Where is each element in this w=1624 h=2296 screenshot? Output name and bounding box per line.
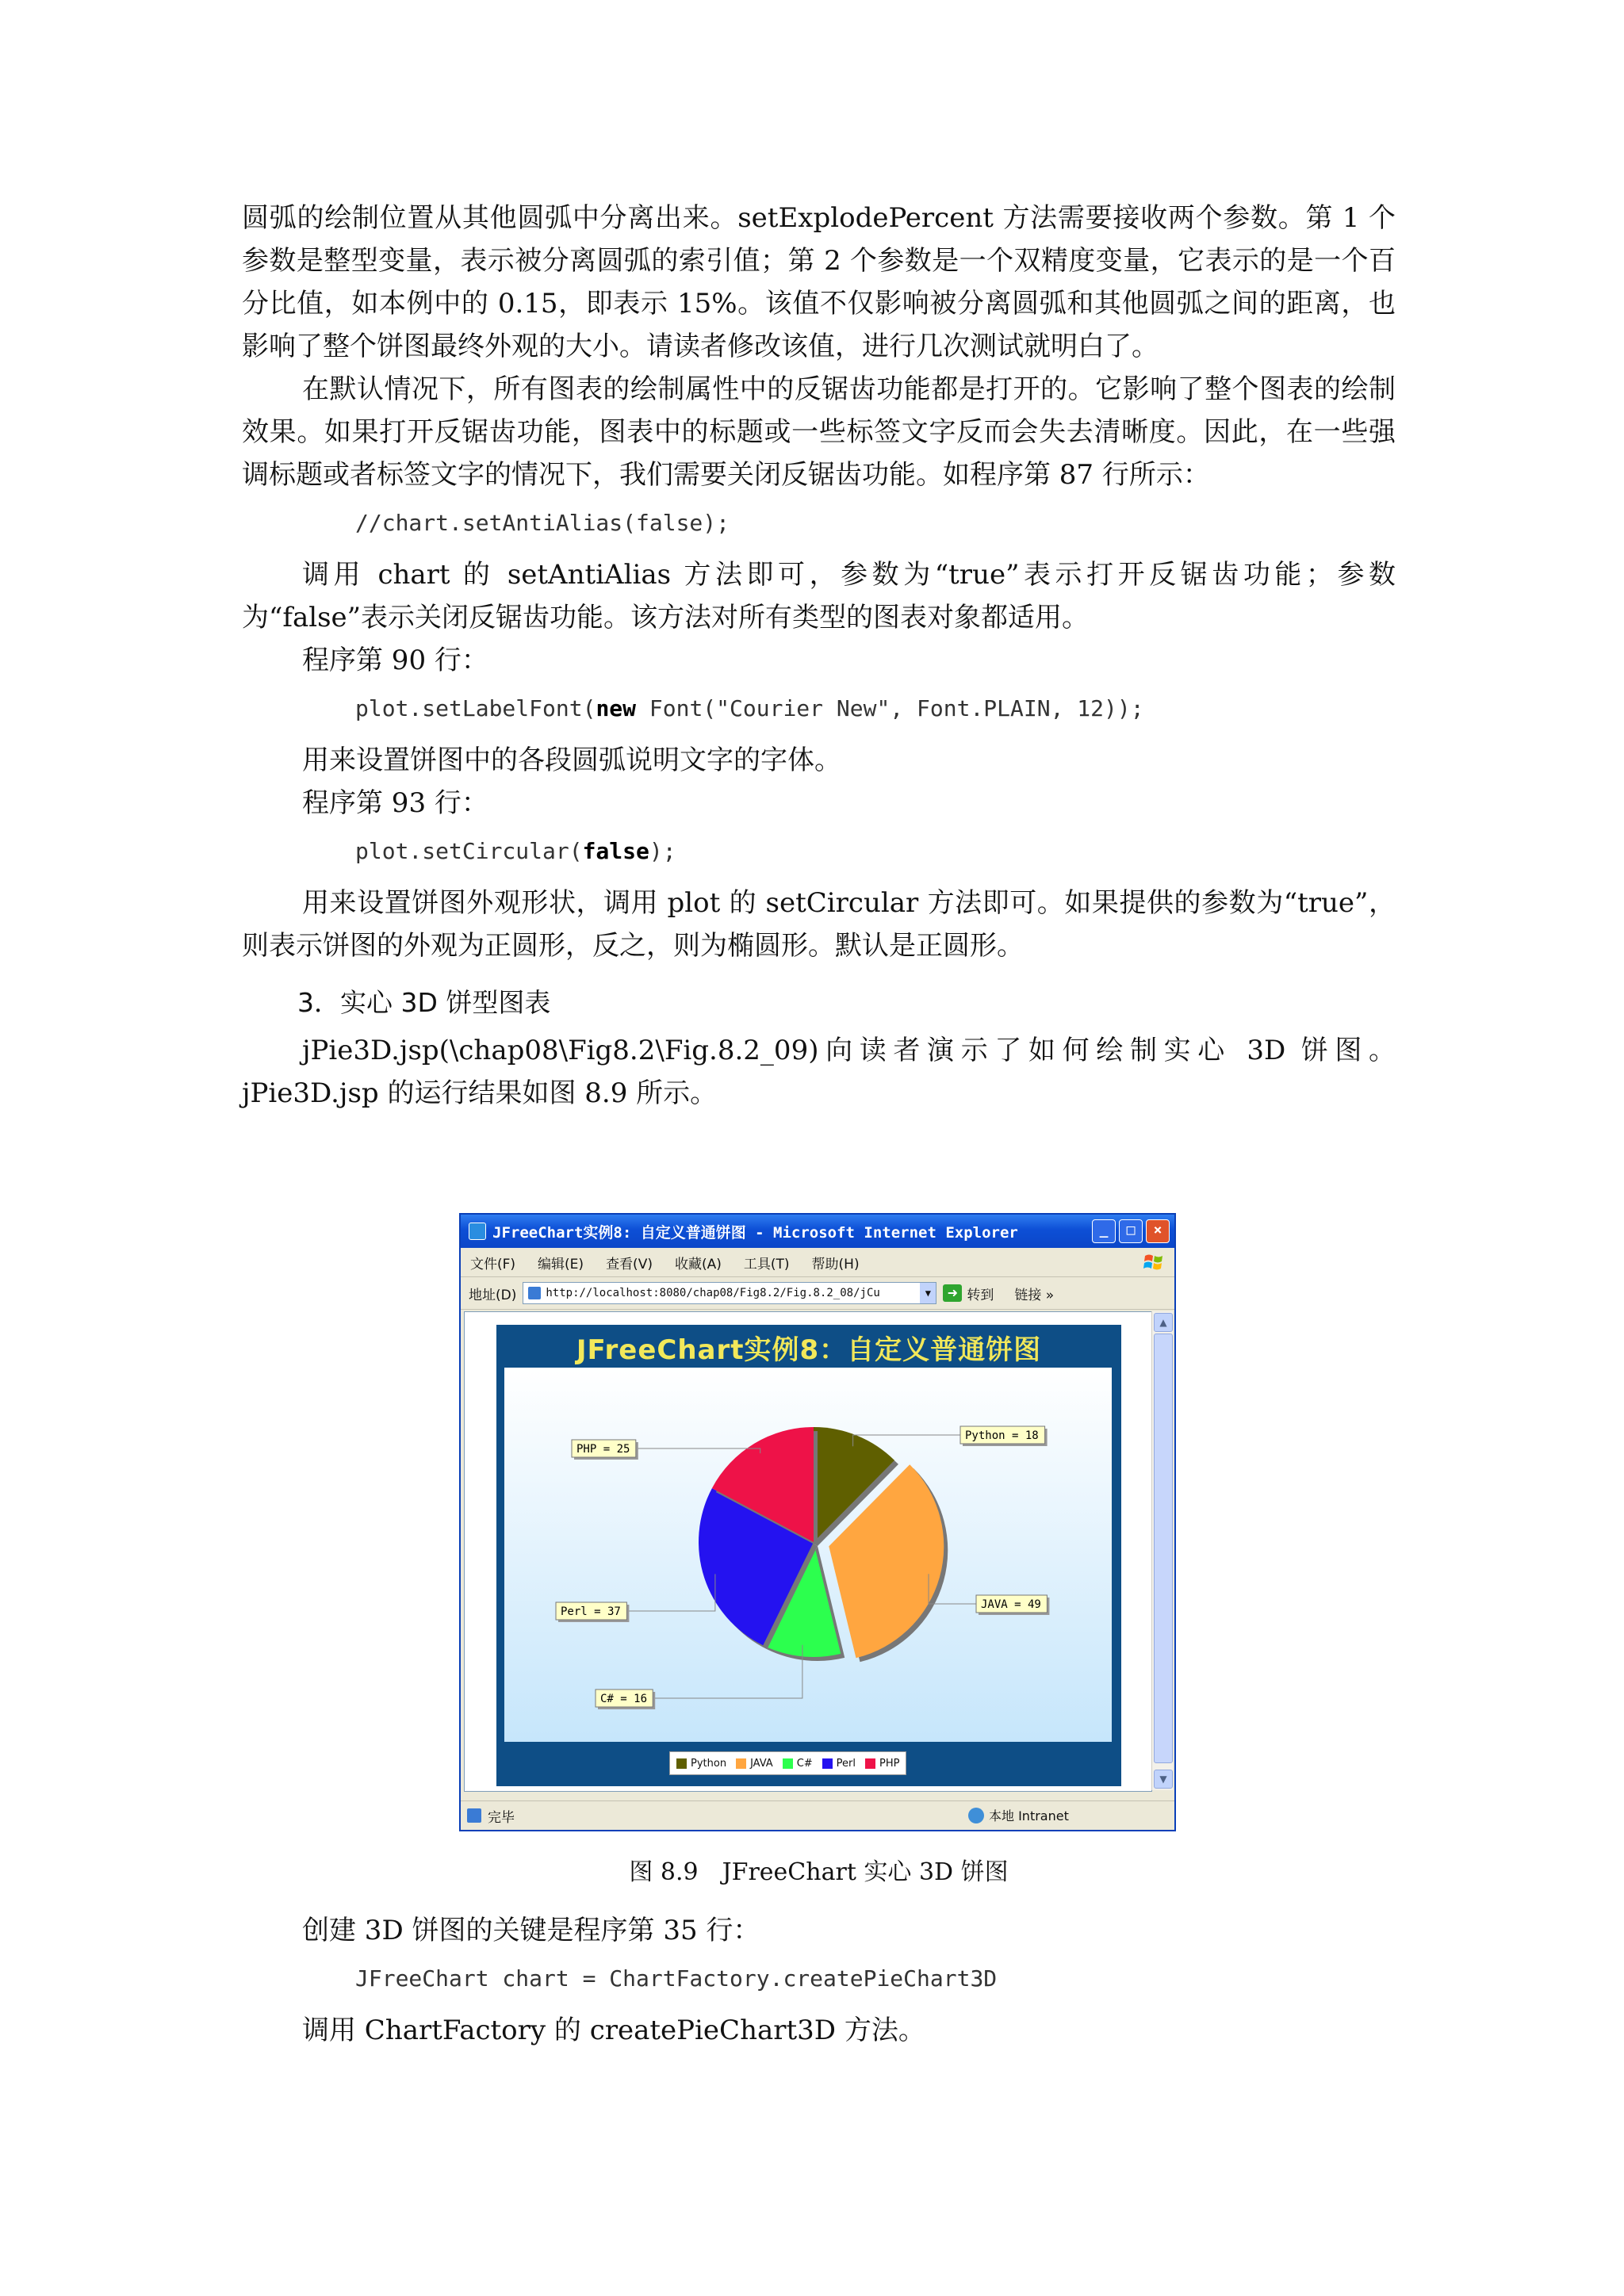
code-3-b: ); <box>649 838 676 864</box>
chart-container <box>496 1325 1121 1786</box>
svg-text:PHP = 25: PHP = 25 <box>576 1443 630 1456</box>
chart-legend <box>669 1751 906 1775</box>
window-title-bar <box>461 1215 1174 1248</box>
pie-label-java <box>976 1595 1049 1615</box>
paragraph-2: 在默认情况下，所有图表的绘制属性中的反锯齿功能都是打开的。它影响了整个图表的绘制效果。如果打开反锯齿功能，图表中的标题或一些标签文字反而会失去清晰度。因此，在一些强调标题或者标签文字的情况下，我们需要关闭反锯齿功能。如程序第 87 行所示： <box>242 373 1396 491</box>
legend-item-java <box>736 1758 773 1770</box>
legend-label: PHP <box>879 1757 900 1770</box>
legend-item-python <box>676 1758 726 1770</box>
pie-label-php <box>572 1440 638 1460</box>
go-label: 转到 <box>967 1287 994 1303</box>
windows-flag-icon <box>1143 1252 1165 1272</box>
legend-label: C# <box>796 1757 813 1770</box>
paragraph-4: 程序第 90 行： <box>302 645 488 676</box>
leader-line-perl <box>626 1574 714 1611</box>
figure-caption: 图 8.9 JFreeChart 实心 3D 饼图 <box>629 1858 1009 1886</box>
menu-favorites[interactable]: 收藏(A) <box>674 1256 722 1272</box>
svg-text:JAVA = 49: JAVA = 49 <box>981 1598 1041 1611</box>
plot-area <box>504 1368 1112 1742</box>
status-bar <box>461 1800 1174 1830</box>
window-controls <box>1092 1219 1170 1243</box>
address-value: http://localhost:8080/chap08/Fig8.2/Fig.8.2_08/jCu <box>546 1287 880 1299</box>
chart-title: JFreeChart实例8：自定义普通饼图 <box>576 1334 1042 1366</box>
maximize-button[interactable]: □ <box>1119 1219 1143 1243</box>
menu-help[interactable]: 帮助(H) <box>811 1256 860 1272</box>
intranet-globe-icon <box>968 1808 984 1823</box>
vertical-scrollbar[interactable] <box>1151 1311 1173 1790</box>
svg-text:Perl = 37: Perl = 37 <box>561 1605 621 1618</box>
pie-label-python <box>960 1426 1048 1446</box>
page-icon <box>528 1287 541 1299</box>
pie-label-csharp <box>596 1689 655 1709</box>
menu-bar <box>461 1248 1174 1277</box>
document-page <box>242 197 1396 1115</box>
paragraph-1: 圆弧的绘制位置从其他圆弧中分离出来。setExplodePercent 方法需要接收两个参数。第 1 个参数是整型变量，表示被分离圆弧的索引值；第 2 个参数是一个双精度变量，它表示的是一个百分比值，如本例中的 0.15，即表示 15%。该值不仅影响被分离圆弧和其他圆弧之间的距离，也影响了整个饼图最终外观的大小。请读者修改该值，进行几次测试就明白了。 <box>242 202 1396 362</box>
code-3-a: plot.setCircular( <box>355 838 583 864</box>
svg-text:Python = 18: Python = 18 <box>965 1429 1039 1442</box>
menu-file[interactable]: 文件(F) <box>470 1256 516 1272</box>
zone-text: 本地 Intranet <box>989 1808 1069 1823</box>
code-line-1: //chart.setAntiAlias(false); <box>355 510 730 536</box>
scroll-up-icon[interactable]: ▲ <box>1154 1313 1173 1332</box>
code-2-keyword: new <box>596 695 637 721</box>
code-2-b: Font("Courier New", Font.PLAIN, 12)); <box>636 695 1144 721</box>
scroll-down-icon[interactable]: ▼ <box>1154 1770 1173 1789</box>
paragraph-10: 调用 ChartFactory 的 createPieChart3D 方法。 <box>302 2015 925 2046</box>
legend-swatch <box>822 1758 833 1769</box>
minimize-button[interactable]: _ <box>1092 1219 1116 1243</box>
legend-label: Perl <box>836 1757 856 1770</box>
code-2-a: plot.setLabelFont( <box>355 695 596 721</box>
legend-label: Python <box>691 1757 727 1770</box>
section-heading: 3．实心 3D 饼型图表 <box>297 987 551 1018</box>
paragraph-9: 创建 3D 饼图的关键是程序第 35 行： <box>302 1915 760 1946</box>
close-button[interactable]: × <box>1146 1219 1170 1243</box>
code-line-3 <box>355 836 1396 867</box>
document-page-bottom <box>242 1855 1396 2052</box>
address-dropdown-icon[interactable]: ▼ <box>920 1283 936 1303</box>
menu-tools[interactable]: 工具(T) <box>743 1256 790 1272</box>
paragraph-6: 程序第 93 行： <box>302 787 488 819</box>
go-button[interactable] <box>943 1284 994 1303</box>
legend-item-php <box>865 1758 899 1770</box>
status-text: 完毕 <box>488 1809 515 1826</box>
legend-item-perl <box>822 1758 856 1770</box>
paragraph-7: 用来设置饼图外观形状，调用 plot 的 setCircular 方法即可。如果提供的参数为“true”，则表示饼图的外观为正圆形，反之，则为椭圆形。默认是正圆形。 <box>242 887 1396 962</box>
legend-swatch <box>676 1758 687 1769</box>
legend-swatch <box>736 1758 746 1769</box>
address-input[interactable] <box>523 1282 936 1304</box>
legend-swatch <box>783 1758 793 1769</box>
address-bar <box>461 1277 1174 1310</box>
window-title: JFreeChart实例8: 自定义普通饼图 - Microsoft Internet Explorer <box>492 1223 1018 1242</box>
menu-edit[interactable]: 编辑(E) <box>538 1256 584 1272</box>
ie-window-figure <box>459 1213 1176 1831</box>
pie-label-perl <box>556 1602 629 1622</box>
browser-content <box>464 1311 1152 1792</box>
ie-logo-icon <box>469 1223 486 1240</box>
scroll-thumb[interactable] <box>1154 1334 1173 1763</box>
paragraph-3: 调用 chart 的 setAntiAlias 方法即可，参数为“true”表示打开反锯齿功能；参数为“false”表示关闭反锯齿功能。该方法对所有类型的图表对象都适用。 <box>242 559 1396 633</box>
code-line-4: JFreeChart chart = ChartFactory.createPieChart3D <box>355 1965 998 1992</box>
done-icon <box>467 1808 481 1823</box>
legend-label: JAVA <box>750 1757 773 1770</box>
code-3-keyword: false <box>582 838 649 864</box>
paragraph-8: jPie3D.jsp(\chap08\Fig8.2\Fig.8.2_09)向读者演示了如何绘制实心 3D 饼图。jPie3D.jsp 的运行结果如图 8.9 所示。 <box>242 1035 1396 1109</box>
menu-view[interactable]: 查看(V) <box>606 1256 653 1272</box>
paragraph-5: 用来设置饼图中的各段圆弧说明文字的字体。 <box>302 744 841 776</box>
address-label: 地址(D) <box>469 1287 517 1303</box>
go-arrow-icon: ➜ <box>943 1284 962 1302</box>
security-zone <box>968 1806 1069 1824</box>
legend-swatch <box>865 1758 875 1769</box>
svg-text:C# = 16: C# = 16 <box>600 1693 648 1705</box>
code-line-2 <box>355 693 1396 725</box>
legend-item-csharp <box>783 1758 813 1770</box>
pie-chart <box>504 1368 1112 1742</box>
links-button[interactable]: 链接 » <box>1014 1287 1055 1303</box>
